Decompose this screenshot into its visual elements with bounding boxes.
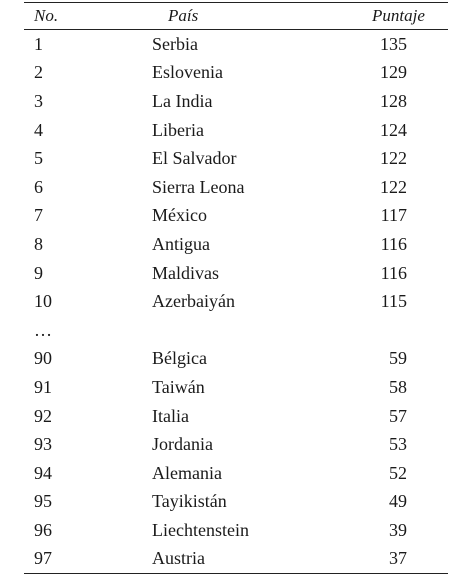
column-header-no: No. [24,3,124,30]
cell-country: Maldivas [152,262,219,283]
cell-score: 128 [380,90,407,111]
table-row [24,373,448,402]
cell-rank: 6 [34,176,43,197]
cell-country [124,316,324,345]
cell-rank: 95 [34,491,52,512]
column-header-pais: País [124,3,324,30]
cell-score: 49 [389,491,407,512]
cell-rank: 3 [34,90,43,111]
table-row [24,287,448,316]
table-row [24,59,448,88]
cell-country: Antigua [152,233,210,254]
cell-country: Liberia [152,119,204,140]
cell-country: La India [152,90,213,111]
cell-country: Taiwán [152,376,205,397]
table-row [24,459,448,488]
cell-country: El Salvador [152,148,237,169]
cell-score: 53 [389,434,407,455]
cell-rank: 4 [34,119,43,140]
header-row [24,3,448,30]
table-header [24,3,448,30]
cell-score: 135 [380,33,407,54]
table-row [24,430,448,459]
cell-rank: 10 [34,291,52,312]
cell-rank: 5 [34,148,43,169]
cell-rank: 7 [34,205,43,226]
cell-country: Austria [124,545,324,574]
cell-score: 39 [389,519,407,540]
cell-score: 116 [380,233,407,254]
cell-country: Liechtenstein [152,519,249,540]
table-row [24,345,448,374]
cell-country: Bélgica [152,348,207,369]
cell-score: 37 [324,545,448,574]
cell-country: México [152,205,207,226]
table-row [24,87,448,116]
cell-rank: 9 [34,262,43,283]
cell-score: 116 [380,262,407,283]
table-row [24,402,448,431]
cell-rank: … [34,319,52,340]
cell-score: 122 [380,176,407,197]
cell-rank: 96 [34,519,52,540]
cell-rank: 91 [34,376,52,397]
cell-score: 124 [380,119,407,140]
cell-score: 59 [389,348,407,369]
cell-score: 52 [389,462,407,483]
table-row [24,259,448,288]
cell-country: Eslovenia [152,62,223,83]
table-row [24,202,448,231]
ranking-table [24,2,448,574]
cell-rank: 97 [24,545,124,574]
ranking-table-container [24,2,448,574]
table-row [24,316,448,345]
table-row [24,116,448,145]
cell-score: 115 [380,291,407,312]
cell-score [324,316,448,345]
table-row [24,173,448,202]
table-row [24,144,448,173]
cell-country: Tayikistán [152,491,227,512]
cell-score: 117 [380,205,407,226]
cell-country: Jordania [152,434,213,455]
table-row [24,230,448,259]
table-row [24,488,448,517]
cell-rank: 90 [34,348,52,369]
cell-rank: 92 [34,405,52,426]
table-row [24,545,448,574]
cell-country: Sierra Leona [152,176,245,197]
cell-rank: 2 [34,62,43,83]
table-body [24,30,448,574]
cell-score: 58 [389,376,407,397]
cell-score: 122 [380,148,407,169]
cell-rank: 94 [34,462,52,483]
column-header-puntaje: Puntaje [324,3,448,30]
cell-score: 57 [389,405,407,426]
cell-rank: 93 [34,434,52,455]
cell-rank: 8 [34,233,43,254]
cell-country: Alemania [152,462,222,483]
cell-country: Azerbaiyán [152,291,235,312]
table-row [24,30,448,59]
cell-country: Italia [152,405,189,426]
cell-score: 129 [380,62,407,83]
cell-rank: 1 [34,33,43,54]
cell-country: Serbia [152,33,198,54]
table-row [24,516,448,545]
